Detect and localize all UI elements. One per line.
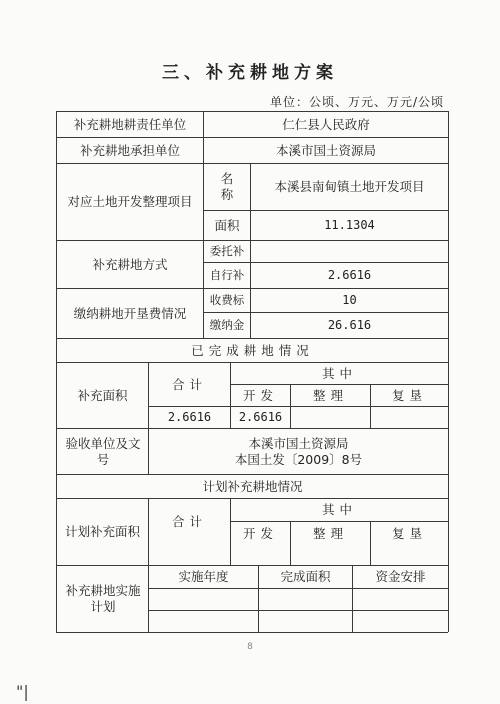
plan-header: 计划补充耕地情况 (202, 478, 303, 494)
completed-header: 已完成耕地情况 (191, 342, 314, 358)
responsible-unit-value: 仁仁县人民政府 (282, 116, 370, 132)
self-label: 自行补 (209, 268, 245, 283)
name-label-char: 名 (220, 171, 234, 187)
acceptance-value (149, 429, 448, 474)
plan-of-which-label: 其中 (321, 502, 357, 518)
funding-label: 资金安排 (375, 569, 426, 585)
fee-label: 缴纳耕地开垦费情况 (73, 305, 187, 321)
reclaim-label: 复垦 (391, 387, 427, 403)
project-name-value: 本溪县南甸镇土地开发项目 (274, 179, 425, 195)
fee-standard-label: 收费标 (209, 293, 245, 308)
plan-total-label: 合计 (171, 514, 207, 529)
completed-total-value: 2.6616 (167, 410, 212, 424)
name-label (204, 164, 250, 210)
units-note: 单位：公顷、万元、万元/公顷 (269, 95, 444, 109)
consolidate-label: 整理 (312, 387, 348, 403)
name-label-char: 称 (220, 187, 234, 202)
acceptance-doc-number: 本国土发〔2009〕8号 (234, 451, 363, 467)
method-label: 补充耕地方式 (92, 256, 168, 272)
responsible-unit-label: 补充耕地耕责任单位 (73, 116, 187, 132)
completed-reclaim-value (371, 407, 448, 428)
fee-standard-value: 10 (342, 293, 357, 307)
fee-amount-value: 26.616 (327, 318, 372, 332)
project-label: 对应土地开发整理项目 (67, 194, 193, 210)
document-title: 三、补充耕地方案 (162, 63, 338, 83)
area-label: 面积 (214, 217, 240, 233)
margin-mark: "| (16, 682, 29, 701)
area-value: 11.1304 (324, 218, 375, 232)
acceptance-unit: 本溪市国土资源局 (248, 435, 349, 451)
undertaking-unit-label: 补充耕地承担单位 (79, 142, 180, 158)
total-label: 合计 (171, 376, 207, 392)
plan-area-label: 计划补充面积 (64, 524, 140, 540)
undertaking-unit-value: 本溪市国土资源局 (275, 142, 376, 158)
completed-area-label: 完成面积 (280, 569, 331, 585)
completed-consolidate-value (291, 407, 370, 428)
entrusted-value (251, 241, 448, 262)
develop-label: 开发 (242, 387, 278, 403)
of-which-label: 其中 (321, 365, 357, 381)
self-value: 2.6616 (327, 268, 372, 282)
fee-amount-label: 缴纳金 (209, 318, 245, 333)
plan-consolidate-label: 整理 (312, 526, 348, 541)
plan-develop-label: 开发 (242, 526, 278, 541)
acceptance-label: 验收单位及文号 (65, 435, 141, 467)
year-label: 实施年度 (178, 569, 229, 585)
entrusted-label: 委托补 (209, 244, 245, 259)
implementation-label: 补充耕地实施计划 (65, 583, 141, 614)
page-number: 8 (247, 642, 253, 652)
completed-develop-value: 2.6616 (238, 410, 283, 424)
supplement-area-label: 补充面积 (77, 387, 128, 403)
plan-reclaim-label: 复垦 (391, 526, 427, 541)
